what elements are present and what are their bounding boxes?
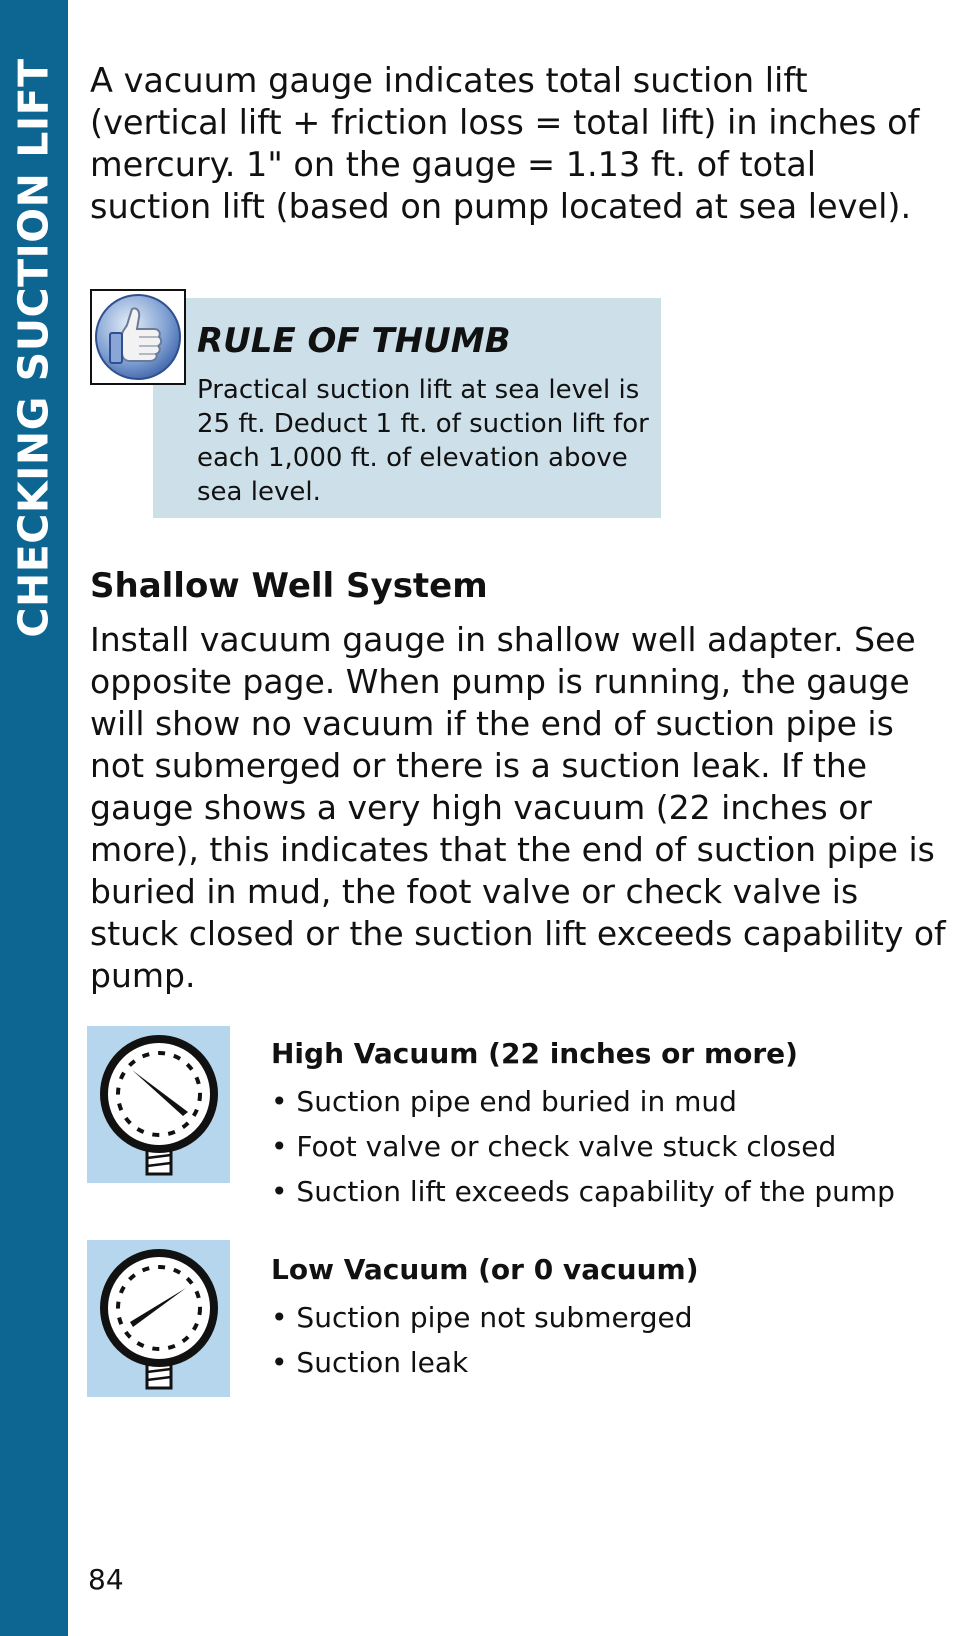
rule-of-thumb-text: Practical suction lift at sea level is 25 ft. Deduct 1 ft. of suction lift for each 1,000 ft. of elevation above sea level.: [197, 375, 649, 507]
rule-of-thumb-title: RULE OF THUMB: [197, 321, 511, 361]
list-item: • Suction pipe end buried in mud: [271, 1079, 895, 1124]
thumbs-up-icon: [90, 289, 186, 385]
vacuum-gauge-low-icon: [87, 1240, 230, 1397]
page-number: 84: [88, 1563, 124, 1596]
section-body: Install vacuum gauge in shallow well adapter. See opposite page. When pump is running, the gauge will show no vacuum if the end of suction pipe is not submerged or there is a suction leak. If the gauge shows a very high vacuum (22 inches or more), this indicates that the end of suction pipe is buried in mud, the foot valve or check valve is stuck closed or the suction lift exceeds capability of pump.: [90, 620, 946, 995]
list-item: • Suction lift exceeds capability of the pump: [271, 1169, 895, 1214]
section-title: CHECKING SUCTION LIFT: [9, 58, 58, 638]
low-vacuum-list: [271, 1295, 692, 1385]
side-bar: [0, 0, 68, 1636]
list-item: • Suction leak: [271, 1340, 692, 1385]
vacuum-gauge-high-icon: [87, 1026, 230, 1183]
intro-paragraph: A vacuum gauge indicates total suction lift (vertical lift + friction loss = total lift) in inches of mercury. 1" on the gauge = 1.13 ft. of total suction lift (based on pump located at sea level).: [90, 61, 920, 226]
low-vacuum-title: Low Vacuum (or 0 vacuum): [271, 1253, 699, 1286]
section-heading: Shallow Well System: [90, 566, 488, 606]
list-item: • Suction pipe not submerged: [271, 1295, 692, 1340]
list-item: • Foot valve or check valve stuck closed: [271, 1124, 895, 1169]
high-vacuum-list: [271, 1079, 895, 1214]
high-vacuum-title: High Vacuum (22 inches or more): [271, 1037, 798, 1070]
